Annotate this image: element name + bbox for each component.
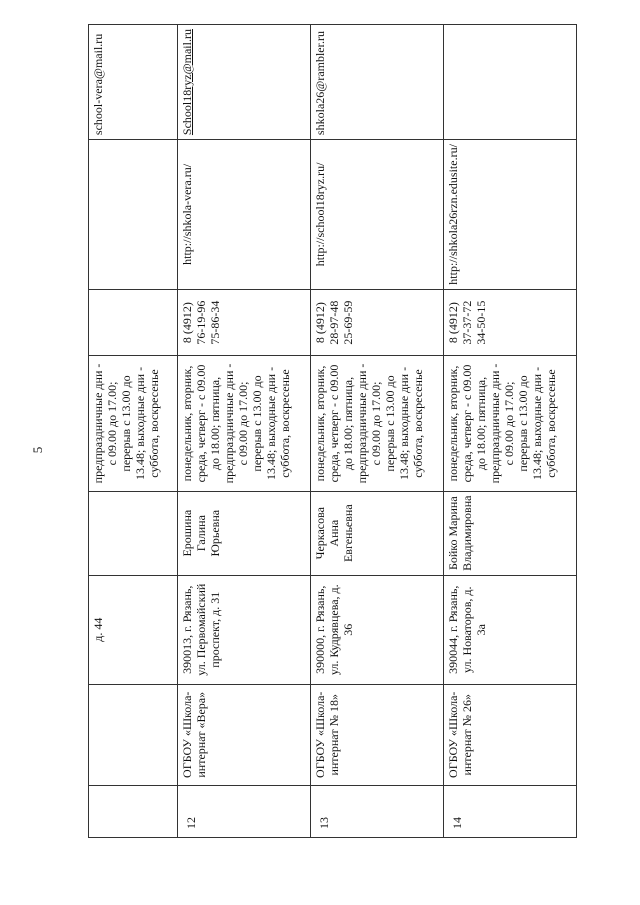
- cell-email: shkola26@rambler.ru: [311, 25, 444, 140]
- cell-email: school-vera@mail.ru: [89, 25, 178, 140]
- phone-line: 8 (4912): [446, 302, 460, 344]
- cell-director-empty: [89, 491, 178, 575]
- cell-address: 390044, г. Рязань, ул. Новаторов, д. 3а: [444, 575, 577, 684]
- cell-director: Ерошина Галина Юрьевна: [178, 491, 311, 575]
- cell-org: ОГБОУ «Школа-интернат № 26»: [444, 684, 577, 785]
- phone-line: 75-86-34: [208, 300, 222, 345]
- page-number: 5: [30, 446, 45, 454]
- cell-address: 390000, г. Рязань, ул. Кудрявцева, д. 36: [311, 575, 444, 684]
- cell-address-tail: д. 44: [89, 575, 178, 684]
- cell-address: 390013, г. Рязань, ул. Первомайский проспект, д. 31: [178, 575, 311, 684]
- cell-num-empty: [89, 785, 178, 837]
- cell-org-empty: [89, 684, 178, 785]
- cell-hours: понедельник, вторник, среда, четверг - с 09.00 до 18.00; пятница, предпраздничные дни - с 09.00 до 17.00; перерыв с 13.00 до 13.48; выходные дни - суббота, воскресенье: [311, 356, 444, 491]
- cell-site: http://shkola26rzn.edusite.ru/: [444, 140, 577, 290]
- phone-line: 8 (4912): [313, 302, 327, 344]
- phone-line: 28-97-48: [327, 300, 341, 345]
- cell-site: http://shkola-vera.ru/: [178, 140, 311, 290]
- cell-hours: понедельник, вторник, среда, четверг - с 09.00 до 18.00; пятница, предпраздничные дни - с 09.00 до 17.00; перерыв с 13.00 до 13.48; выходные дни - суббота, воскресенье: [444, 356, 577, 491]
- cell-phone: [311, 289, 444, 356]
- phone-line: 37-37-72: [460, 300, 474, 345]
- cell-email: [444, 25, 577, 140]
- cell-num: 12: [178, 785, 311, 837]
- cell-hours-tail: предпраздничные дни - с 09.00 до 17.00; перерыв с 13.00 до 13.48; выходные дни - суббота, воскресенье: [89, 356, 178, 491]
- schools-table: [88, 24, 577, 838]
- cell-site-empty: [89, 140, 178, 290]
- cell-site: http://school18ryz.ru/: [311, 140, 444, 290]
- cell-director: Бойко Марина Владимировна: [444, 491, 577, 575]
- rotated-page: [62, 24, 582, 864]
- table-row: [178, 25, 311, 838]
- table-row-continuation: [89, 25, 178, 838]
- table-row: [311, 25, 444, 838]
- phone-line: 76-19-96: [194, 300, 208, 345]
- cell-num: 13: [311, 785, 444, 837]
- cell-director: Черкасова Анна Евгеньевна: [311, 491, 444, 575]
- cell-org: ОГБОУ «Школа-интернат «Вера»: [178, 684, 311, 785]
- cell-hours: понедельник, вторник, среда, четверг - с 09.00 до 18.00; пятница, предпраздничные дни - с 09.00 до 17.00; перерыв с 13.00 до 13.48; выходные дни - суббота, воскресенье: [178, 356, 311, 491]
- phone-line: 8 (4912): [180, 302, 194, 344]
- cell-org: ОГБОУ «Школа-интернат № 18»: [311, 684, 444, 785]
- cell-email: School18ryz@mail.ru: [178, 25, 311, 140]
- cell-num: 14: [444, 785, 577, 837]
- table-row: [444, 25, 577, 838]
- phone-line: 34-50-15: [474, 300, 488, 345]
- document-stage: [62, 24, 582, 864]
- cell-phone: [444, 289, 577, 356]
- cell-phone: [178, 289, 311, 356]
- phone-line: 25-69-59: [341, 300, 355, 345]
- cell-phone-empty: [89, 289, 178, 356]
